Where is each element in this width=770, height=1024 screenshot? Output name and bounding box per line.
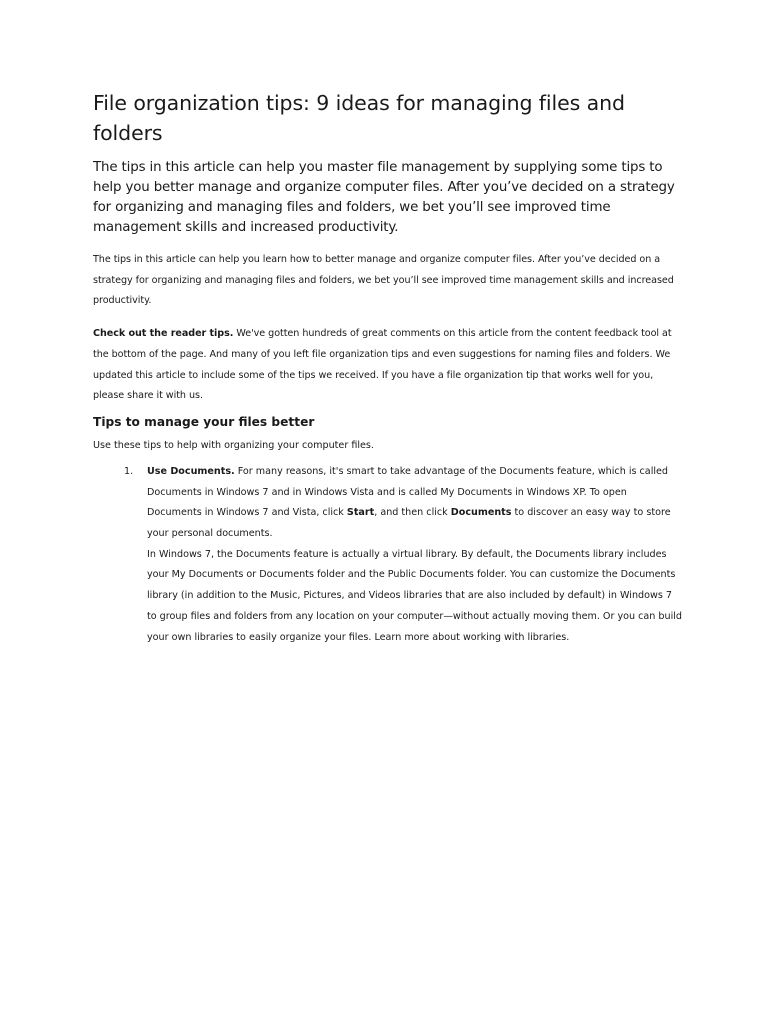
tips-list [93,462,683,648]
list-item-paragraph-2: In Windows 7, the Documents feature is actually a virtual library. By default, the Documents library includes your My Documents or Documents folder and the Public Documents folder. You can customize the Documents library (in addition to the Music, Pictures, and Videos libraries that are also included by default) in Windows 7 to group files and folders from any location on your computer—without actually moving them. Or you can build your own libraries to easily organize your files. Learn more about working with libraries. [147,548,683,643]
list-item-paragraph [147,462,683,545]
article [93,88,683,648]
intro-paragraph: The tips in this article can help you learn how to better manage and organize computer files. After you’ve decided on a strategy for organizing and managing files and folders, we bet you’ll see improved time management skills and increased productivity. [93,254,674,307]
article-title: File organization tips: 9 ideas for managing files and folders [93,91,625,145]
section-heading: Tips to manage your files better [93,414,315,429]
start-label: Start [346,507,375,519]
reader-tips-bold: Check out the reader tips. [93,328,234,340]
documents-label: Documents [450,507,512,519]
list-item [93,462,683,648]
reader-tips-paragraph [93,324,683,407]
reader-tips-text: We've gotten hundreds of great comments on this article from the content feedback tool at the bottom of the page. And many of you left file organization tips and even suggestions for naming files and folders. We updated this article to include some of the tips we received. If you have a file organization tip that works well for you, please share it with us. [93,328,672,402]
list-item-text: to discover an easy way to store your personal documents. [147,507,671,540]
list-item-number: 1. [124,465,134,477]
article-lead: The tips in this article can help you master file management by supplying some tips to help you better manage and organize computer files. After you’ve decided on a strategy for organizing and managing files and folders, we bet you’ll see improved time management skills and increased productivity. [93,160,675,235]
list-item-bold: Use Documents. [147,465,235,477]
section-intro: Use these tips to help with organizing your computer files. [93,439,374,451]
list-item-text: , and then click [374,507,451,519]
list-item-text: For many reasons, it's smart to take advantage of the Documents feature, which is called Documents in Windows 7 and in Windows Vista and is called My Documents in Windows XP. To open Documents in Windows 7 and Vista, click [147,465,669,519]
